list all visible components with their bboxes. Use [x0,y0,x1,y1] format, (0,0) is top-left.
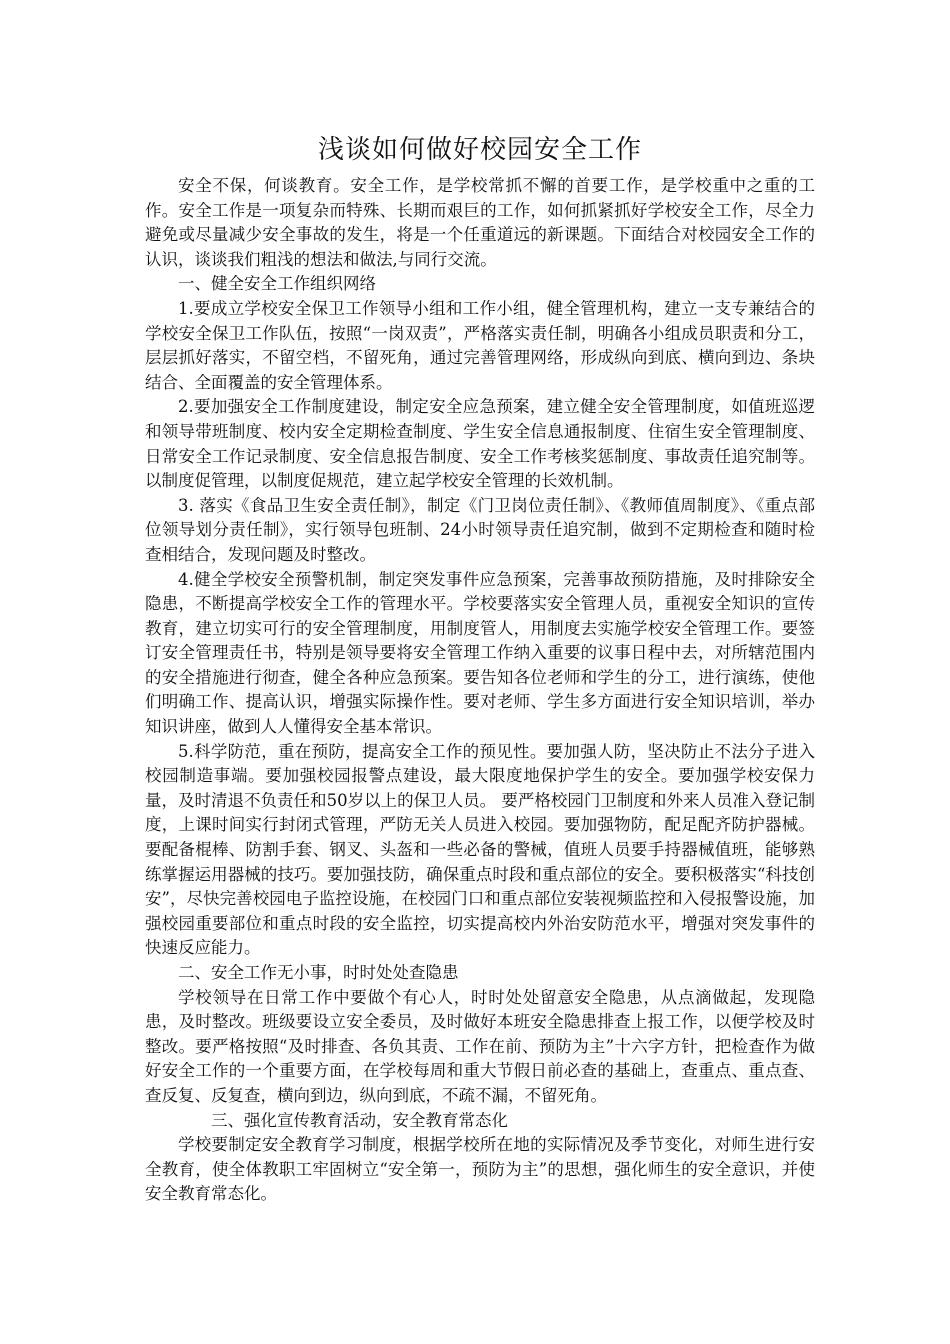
section-1-item-4: 4.健全学校安全预警机制，制定突发事件应急预案，完善事故预防措施，及时排除安全隐患，不断提高学校安全工作的管理水平。学校要落实安全管理人员，重视安全知识的宣传教育，建立切实可行的安全管理制度，用制度管人，用制度去实施学校安全管理工作。要签订安全管理责任书，特别是领导要将安全管理工作纳入重要的议事日程中去，对所辖范围内的安全措施进行彻查，健全各种应急预案。要告知各位老师和学生的分工，进行演练，使他们明确工作、提高认识，增强实际操作性。要对老师、学生多方面进行安全知识培训，举办知识讲座，做到人人懂得安全基本常识。 [145,569,815,737]
intro-paragraph: 安全不保，何谈教育。安全工作，是学校常抓不懈的首要工作，是学校重中之重的工作。安全工作是一项复杂而特殊、长期而艰巨的工作，如何抓紧抓好学校安全工作，尽全力避免或尽量减少安全事故的发生，将是一个任重道远的新课题。下面结合对校园安全工作的认识，谈谈我们粗浅的想法和做法,与同行交流。 [145,176,815,269]
section-3-heading: 三、强化宣传教育活动，安全教育常态化 [211,1110,508,1130]
section-1-item-2: 2.要加强安全工作制度建设，制定安全应急预案，建立健全安全管理制度，如值班巡逻和领导带班制度、校内安全定期检查制度、学生安全信息通报制度、住宿生安全管理制度、日常安全工作记录制度、安全信息报告制度、安全工作考核奖惩制度、事故责任追究制等。以制度促管理，以制度促规范，建立起学校安全管理的长效机制。 [145,397,815,491]
section-1-item-3: 3. 落实《食品卫生安全责任制》，制定《门卫岗位责任制》、《教师值周制度》、《重点部位领导划分责任制》，实行领导包班制、24小时领导责任追究制，做到不定期检查和随时检查相结合，发现问题及时整改。 [145,495,815,564]
section-1-heading: 一、健全安全工作组织网络 [178,274,376,294]
section-2-heading: 二、安全工作无小事，时时处处查隐患 [178,963,459,982]
section-3-body: 学校要制定安全教育学习制度，根据学校所在地的实际情况及季节变化，对师生进行安全教育，使全体教职工牢固树立“安全第一，预防为主”的思想，强化师生的安全意识，并使安全教育常态化。 [145,1135,815,1204]
section-2-body: 学校领导在日常工作中要做个有心人，时时处处留意安全隐患，从点滴做起，发现隐患，及时整改。班级要设立安全委员，及时做好本班安全隐患排查上报工作，以便学校及时整改。要严格按照“及时排查、各负其责、工作在前、预防为主”十六字方针，把检查作为做好安全工作的一个重要方面，在学校每周和重大节假日前必查的基础上，查重点、重点查、查反复、反复查，横向到边，纵向到底，不疏不漏，不留死角。 [145,987,815,1105]
document-title: 浅谈如何做好校园安全工作 [317,135,642,165]
document-page [145,132,815,1207]
section-1-item-5: 5.科学防范，重在预防，提高安全工作的预见性。要加强人防，坚决防止不法分子进入校园制造事端。要加强校园报警点建设，最大限度地保护学生的安全。要加强学校安保力量，及时清退不负责任和50岁以上的保卫人员。 要严格校园门卫制度和外来人员准入登记制度，上课时间实行封闭式管理，严防无关人员进入校园。要加强物防，配足配齐防护器械。要配备棍棒、防割手套、钢叉、头盔和一些必备的警械，值班人员要手持器械值班，能够熟练掌握运用器械的技巧。要加强技防，确保重点时段和重点部位的安全。要积极落实“科技创安”，尽快完善校园电子监控设施，在校园门口和重点部位安装视频监控和入侵报警设施，加强校园重要部位和重点时段的安全监控，切实提高校内外治安防范水平，增强对突发事件的快速反应能力。 [145,741,815,958]
section-1-item-1: 1.要成立学校安全保卫工作领导小组和工作小组，健全管理机构，建立一支专兼结合的学校安全保卫工作队伍，按照“一岗双责”，严格落实责任制，明确各小组成员职责和分工，层层抓好落实，不留空档，不留死角，通过完善管理网络，形成纵向到底、横向到边、条块结合、全面覆盖的安全管理体系。 [145,298,815,392]
